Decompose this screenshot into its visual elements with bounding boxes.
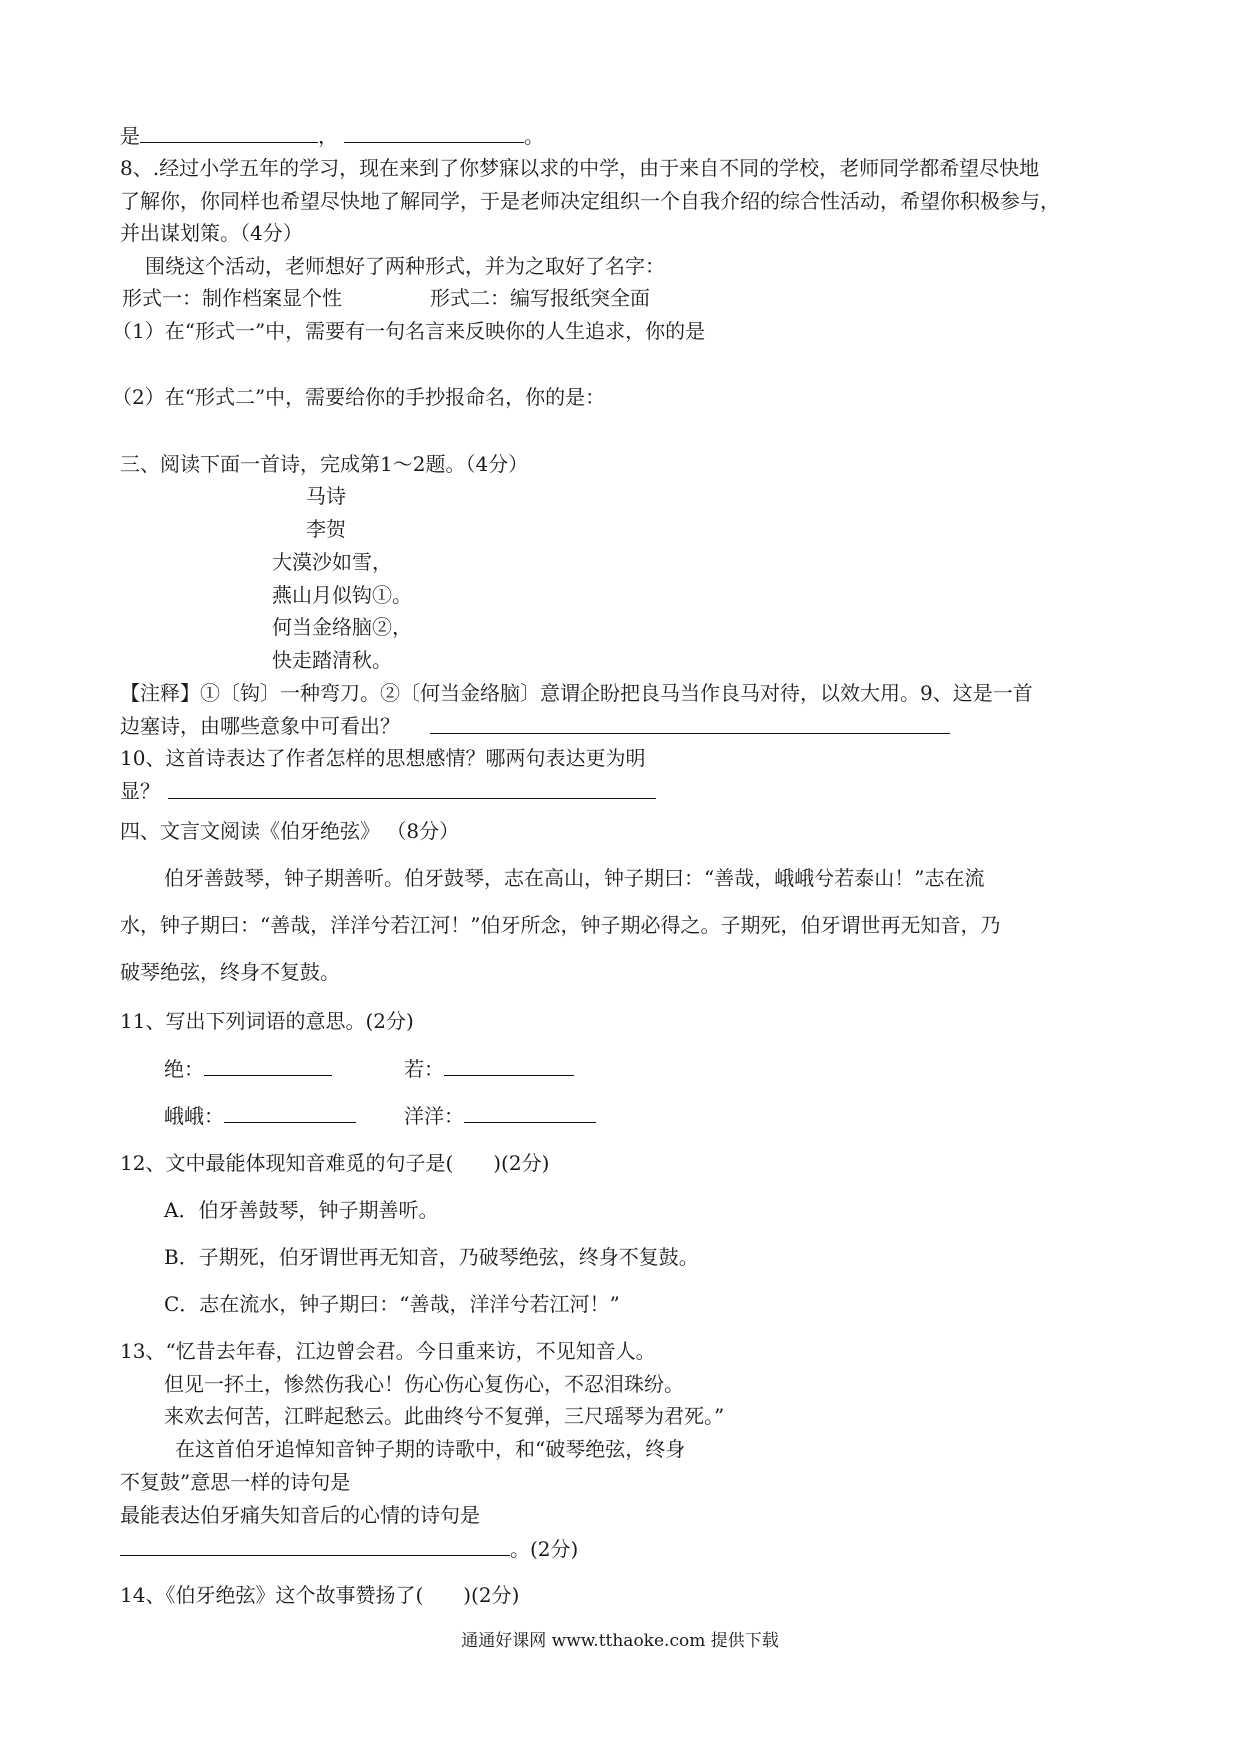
poem-line-4: 快走踏清秋。 bbox=[272, 648, 392, 672]
q13-line-1: 13、“忆昔去年春，江边曾会君。今日重来访，不见知音人。 bbox=[120, 1339, 656, 1363]
poem-line-1: 大漠沙如雪， bbox=[272, 550, 392, 574]
q9-continuation: 边塞诗，由哪些意象中可看出？ bbox=[120, 714, 400, 738]
q8-line-3: 并出谋划策。（4分） bbox=[120, 221, 303, 245]
q11-word-ruo bbox=[404, 1055, 574, 1082]
q11-word-yangyang bbox=[404, 1102, 596, 1129]
q11-word-ee bbox=[164, 1102, 356, 1129]
q13-line-7-end: 。(2分) bbox=[510, 1537, 579, 1561]
q7-comma: ， bbox=[318, 124, 338, 148]
q10-line-2: 显？ bbox=[120, 779, 160, 803]
poem-line-3: 何当金络脑②， bbox=[272, 615, 412, 639]
q13-line-5: 不复鼓”意思一样的诗句是 bbox=[120, 1470, 351, 1494]
q7-blank-2[interactable] bbox=[344, 122, 524, 143]
q12-option-b[interactable]: B．子期死，伯牙谓世再无知音，乃破琴绝弦，终身不复鼓。 bbox=[164, 1245, 699, 1269]
q8-sub-1: （1）在“形式一”中，需要有一句名言来反映你的人生追求，你的是 bbox=[112, 319, 706, 343]
q14-prompt: 14、《伯牙绝弦》这个故事赞扬了( )(2分) bbox=[120, 1583, 520, 1607]
q13-line-3: 来欢去何苦，江畔起愁云。此曲终兮不复弹，三尺瑶琴为君死。” bbox=[164, 1404, 725, 1428]
q8-line-2: 了解你，你同样也希望尽快地了解同学，于是老师决定组织一个自我介绍的综合性活动，希望你积极参与， bbox=[120, 189, 1060, 213]
section-3-heading: 三、阅读下面一首诗，完成第1～2题。（4分） bbox=[120, 452, 529, 476]
q11-blank-yangyang[interactable] bbox=[464, 1102, 596, 1123]
poem-title: 马诗 bbox=[306, 484, 346, 508]
passage-line-1: 伯牙善鼓琴，钟子期善听。伯牙鼓琴，志在高山，钟子期曰：“善哉，峨峨兮若泰山！”志在流 bbox=[164, 866, 985, 890]
passage-line-3: 破琴绝弦，终身不复鼓。 bbox=[120, 960, 340, 984]
passage-line-2: 水，钟子期曰：“善哉，洋洋兮若江河！”伯牙所念，钟子期必得之。子期死，伯牙谓世再无知音，乃 bbox=[120, 913, 1001, 937]
q8-sub-2: （2）在“形式二”中，需要给你的手抄报命名，你的是： bbox=[112, 385, 606, 409]
q11-word-jue-label: 绝： bbox=[164, 1057, 204, 1081]
q12-option-c[interactable]: C．志在流水，钟子期曰：“善哉，洋洋兮若江河！” bbox=[164, 1292, 620, 1316]
q13-line-2: 但见一抔土，惨然伤我心！伤心伤心复伤心，不忍泪珠纷。 bbox=[164, 1372, 684, 1396]
q12-option-a[interactable]: A．伯牙善鼓琴，钟子期善听。 bbox=[164, 1198, 439, 1222]
q12-prompt: 12、文中最能体现知音难觅的句子是( )(2分) bbox=[120, 1151, 550, 1175]
q11-word-ruo-label: 若： bbox=[404, 1057, 444, 1081]
q13-line-7 bbox=[120, 1535, 578, 1562]
q11-word-ee-label: 峨峨： bbox=[164, 1104, 224, 1128]
poem-note: 【注释】①〔钩〕一种弯刀。②〔何当金络脑〕意谓企盼把良马当作良马对待，以效大用。9、这是一首 bbox=[120, 681, 1033, 705]
q7-prefix: 是 bbox=[120, 124, 140, 148]
q8-form-1: 形式一：制作档案显个性 bbox=[122, 286, 342, 310]
q11-prompt: 11、写出下列词语的意思。(2分) bbox=[120, 1009, 414, 1033]
q10-answer-line[interactable] bbox=[168, 798, 656, 799]
q8-form-2: 形式二：编写报纸突全面 bbox=[430, 286, 650, 310]
q7-end: 。 bbox=[524, 124, 544, 148]
footer-download-note: 通通好课网 www.tthaoke.com 提供下载 bbox=[461, 1631, 779, 1651]
poem-author: 李贺 bbox=[306, 517, 346, 541]
q8-intro: 围绕这个活动，老师想好了两种形式，并为之取好了名字： bbox=[145, 254, 665, 278]
q7-blank-1[interactable] bbox=[140, 122, 318, 143]
q10-line-1: 10、这首诗表达了作者怎样的思想感情？哪两句表达更为明 bbox=[120, 746, 646, 770]
q11-blank-ruo[interactable] bbox=[444, 1055, 574, 1076]
q8-line-1: 8、.经过小学五年的学习，现在来到了你梦寐以求的中学，由于来自不同的学校，老师同学都希望尽快地 bbox=[120, 156, 1040, 180]
q11-word-yangyang-label: 洋洋： bbox=[404, 1104, 464, 1128]
q9-answer-line[interactable] bbox=[430, 733, 950, 734]
q13-line-6: 最能表达伯牙痛失知音后的心情的诗句是 bbox=[120, 1503, 480, 1527]
q13-line-4: 在这首伯牙追悼知音钟子期的诗歌中，和“破琴绝弦，终身 bbox=[175, 1437, 686, 1461]
q7-tail-line bbox=[120, 122, 544, 149]
q11-blank-jue[interactable] bbox=[204, 1055, 332, 1076]
q13-answer-blank[interactable] bbox=[120, 1535, 510, 1556]
q11-blank-ee[interactable] bbox=[224, 1102, 356, 1123]
section-4-heading: 四、文言文阅读《伯牙绝弦》 （8分） bbox=[120, 819, 460, 843]
poem-line-2: 燕山月似钩①。 bbox=[272, 583, 412, 607]
q11-word-jue bbox=[164, 1055, 332, 1082]
